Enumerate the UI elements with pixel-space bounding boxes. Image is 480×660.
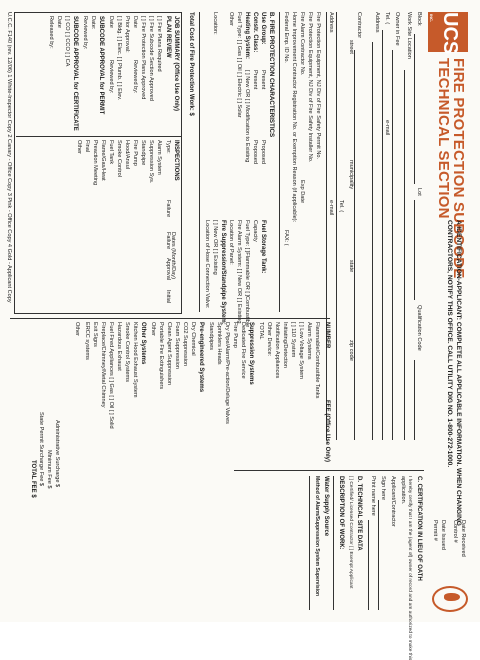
fuel-storage-label: Fuel Storage Tank: bbox=[260, 220, 266, 274]
email-label: e-mail bbox=[384, 120, 390, 136]
system-item: Other bbox=[74, 322, 80, 336]
instruction-line-2: CONTRACTORS, NOTIFY THIS OFFICE. CALL UTILITY DIG NO. 1-800-272-1000. bbox=[446, 220, 453, 468]
use-group-present: Present bbox=[260, 70, 266, 90]
system-item: [ ] 110 System bbox=[290, 322, 296, 358]
state-surcharge: State Permit Surcharge Fee $ bbox=[38, 412, 44, 486]
inspection-type: Smoke Control bbox=[116, 140, 122, 177]
hose-location-label: Location of Hose Connection Valve: bbox=[204, 220, 210, 309]
admin-surcharge: Administrative Surcharge $ bbox=[54, 420, 60, 488]
system-item: Suppression Systems bbox=[248, 322, 254, 385]
other-label: Other bbox=[228, 12, 234, 26]
capacity-label: Capacity bbox=[252, 220, 258, 242]
plan-item: Reviewed by: bbox=[132, 60, 138, 94]
system-item: Fuel Fired Appliances [ ] Gas [ ] Oil [ ] Solid bbox=[108, 322, 114, 429]
system-item: Exit Signs bbox=[92, 322, 98, 347]
system-item: Fireplace/Chimney/Metal Chimney bbox=[100, 322, 106, 408]
inspection-type: Standpipe bbox=[140, 140, 146, 166]
plan-item: Prior Approval: bbox=[124, 16, 130, 53]
email2-label: e-mail bbox=[328, 200, 334, 216]
address-label: Address bbox=[374, 12, 380, 33]
inspections-title: INSPECTIONS bbox=[173, 140, 179, 181]
total-fee: TOTAL FEE $ bbox=[30, 460, 36, 498]
plan-item: Released by: bbox=[48, 16, 54, 49]
state-label: state bbox=[348, 260, 354, 273]
system-item: Notification Appliances bbox=[274, 322, 280, 379]
zip-label: zip code bbox=[348, 340, 354, 361]
system-item: Initiating/Detection bbox=[282, 322, 288, 369]
col-initial: Initial bbox=[165, 290, 171, 304]
system-item: Flammable/Combustible Tanks bbox=[314, 322, 320, 399]
plan-item: SUBCODE APPROVAL for PERMIT bbox=[98, 16, 104, 115]
instruction-line-1: A IDENTIFICATION-APPLICANT: COMPLETE ALL APPLICABLE INFORMATION. WHEN CHANGING bbox=[455, 220, 462, 526]
supervision-label: Method of Alarm/Suppression System Supervision bbox=[314, 476, 320, 597]
date-issued: Date Issued bbox=[440, 520, 446, 550]
system-item: TOTAL bbox=[258, 322, 264, 340]
system-item: Kitchen Hood Exhaust System bbox=[132, 322, 138, 398]
col-approval: Approval bbox=[165, 258, 171, 281]
system-item: Alarm Systems bbox=[306, 322, 312, 360]
work-site-label: Work Site Location bbox=[406, 12, 412, 59]
street-label: street bbox=[348, 40, 354, 54]
fp-permit-label: Fire Protection Equipment, NJ Div of Fire Safety Permit No. bbox=[315, 12, 321, 160]
flame-inner-icon bbox=[444, 593, 460, 601]
inspection-type: Alarm System bbox=[156, 140, 162, 175]
col-type: Type: bbox=[165, 140, 171, 154]
municipality-label: municipality bbox=[348, 160, 354, 190]
minimum-fee: Minimum Fee $ bbox=[46, 450, 52, 489]
tech-site-title: D. TECHNICAL SITE DATA bbox=[356, 476, 362, 551]
system-item: ERCC systems bbox=[84, 322, 90, 360]
address2-label: Address bbox=[328, 12, 334, 33]
date-received: Date Received bbox=[460, 520, 466, 557]
fp-installer-label: Fire Protection Equipment, NJ Div of Fire Safety Installer No. bbox=[307, 12, 313, 163]
plan-item: Reviewed by: bbox=[108, 60, 114, 94]
system-item: [ ] Low Voltage System bbox=[298, 322, 304, 379]
location-label: Location: bbox=[212, 12, 218, 35]
plan-item: Date bbox=[56, 16, 62, 28]
number-header: NUMBER bbox=[324, 322, 330, 349]
fuel-type-label: Fuel Type: [ ]Flammable OR [ ]Combustible bbox=[244, 220, 250, 328]
characteristics-title: B. FIRE PROTECTION CHARACTERISTICS bbox=[268, 12, 275, 138]
plan-item: Date bbox=[108, 16, 114, 28]
inspection-type: Fuel Tank bbox=[108, 140, 114, 165]
tel-label: Tel. ( bbox=[384, 12, 390, 25]
fire-alarm-label: Fire Alarm System: [ ] New OR [ ] Existing bbox=[236, 220, 242, 324]
panel-location-label: Location of Panel: bbox=[228, 220, 234, 265]
system-item: Other Device: bbox=[266, 322, 272, 357]
system-item: Dedicated Fire Service bbox=[240, 322, 246, 379]
owner-label: Owner in Fee bbox=[394, 12, 400, 46]
plan-item: [ ] Fire Subcode Section Approved bbox=[148, 16, 154, 101]
constr-proposed: Proposed bbox=[252, 140, 258, 164]
plan-item: [ ] CO [ ] CCO [ ] CA bbox=[64, 16, 70, 67]
constr-class-label: Constr. Class: bbox=[252, 12, 258, 53]
inspection-type: Suppression Sys. bbox=[148, 140, 154, 184]
form-subtitle: TECHNICAL SECTION bbox=[435, 58, 452, 219]
use-group-proposed: Proposed bbox=[260, 140, 266, 164]
col-failure: Failure bbox=[165, 200, 171, 218]
inspection-type: Hood/Ansul bbox=[124, 140, 130, 169]
hic-label: Home Improvement Contractor Registration No. or Exemption Reason (if applicable): bbox=[291, 12, 297, 223]
control-number: Control # bbox=[452, 520, 458, 543]
fire-suppression-label: Fire Suppression/Standpipe System: bbox=[220, 220, 226, 325]
system-item: Fire Pump bbox=[232, 322, 238, 348]
heating-system-label: Heating System: bbox=[244, 12, 250, 60]
plan-item: Date bbox=[132, 16, 138, 28]
system-item: Hazardous Exhaust bbox=[116, 322, 122, 371]
sign-here-label: Sign here bbox=[380, 476, 386, 500]
plan-item: [ ] Bldg. [ ] Elec. [ ] Plumb. [ ] Elev. bbox=[116, 16, 122, 101]
ucs-logo: UCS INC. bbox=[428, 12, 468, 52]
system-item: Portable Fire Extinguishers bbox=[158, 322, 164, 390]
water-supply-label: Water Supply Source bbox=[323, 476, 329, 537]
inspection-type: Other bbox=[76, 140, 82, 154]
print-name-label: Print name here bbox=[370, 476, 376, 516]
constr-present: Present bbox=[252, 70, 258, 90]
fuel-type2-label: Fuel Type: [ ] Gas [ ] Oil [ ] Electric [ ] Solar bbox=[236, 12, 242, 118]
lot-label: Lot bbox=[416, 188, 422, 196]
col-failure2: Failure bbox=[165, 232, 171, 250]
plan-review-title: PLAN REVIEW bbox=[165, 16, 171, 58]
footer-copies: U.C.C. F140 (rev. 12/06) 1 White-Inspector Copy 2 Canary - Office Copy 3 Pink - Office Copy 4 Gold - Applicant Copy bbox=[6, 12, 12, 303]
form-title: FIRE PROTECTION SUBCODE bbox=[450, 58, 467, 279]
heating-options: [ ] New OR [ ] Modification to Existing bbox=[244, 70, 250, 163]
plan-item: Date: bbox=[90, 16, 96, 30]
system-item: Smoke Control Systems bbox=[124, 322, 130, 382]
alarm-contractor-label: Fire Alarm Contractor No. bbox=[299, 12, 305, 76]
new-existing: [ ] New OR [ ] Existing bbox=[212, 220, 218, 275]
use-group-label: Use Group: bbox=[260, 12, 266, 45]
fee-header: FEE (Office Use Only) bbox=[324, 400, 330, 463]
plan-item: Reviewed by: bbox=[82, 16, 88, 50]
certification-text: I hereby certify that I am the (agent of) owner of record and am authorized to make this bbox=[407, 476, 412, 660]
system-item: Clean Agent Suppression bbox=[166, 322, 172, 386]
certification-text-2: application. bbox=[400, 476, 406, 505]
fein-label: Federal Emp. ID No. bbox=[283, 12, 289, 63]
total-cost-label: Total Cost of Fire Protection Work: $ bbox=[188, 12, 194, 116]
col-dates: Dates (Month/Day) bbox=[170, 232, 176, 279]
exp-date-label: Exp Date bbox=[299, 180, 305, 204]
system-item: Sprinklers Heads bbox=[216, 322, 222, 365]
inspection-type: Preaction Meeting bbox=[92, 140, 98, 186]
description-label: DESCRIPTION OF WORK: bbox=[338, 476, 344, 550]
contractor-label: Contractor bbox=[356, 12, 362, 39]
job-summary-title: JOB SUMMARY (Office Use Only) bbox=[173, 16, 179, 112]
plan-item: [ ] Fire Plans Required bbox=[156, 16, 162, 72]
system-item: Dry Chemical bbox=[190, 322, 196, 356]
system-item: Standpipes bbox=[208, 322, 214, 350]
system-item: Foam Suppression bbox=[174, 322, 180, 369]
qual-code-label: Qualification Code bbox=[416, 305, 422, 351]
permit-number: Permit # bbox=[432, 520, 438, 541]
applicant-label: Applicant/Contractor bbox=[390, 476, 396, 527]
licensed-options: [ ] Certified/ Licensed Contractor [ ] Exempt Applicant bbox=[348, 476, 353, 589]
system-item: CO2 Suppression bbox=[182, 322, 188, 367]
plan-item: [ ] Fire Protection Plans Approved bbox=[140, 16, 146, 100]
plan-item: SUBCODE APPROVAL for CERTIFICATE bbox=[72, 16, 78, 131]
inspection-type: Flame/Gas/Heat bbox=[100, 140, 106, 181]
system-item: Other bbox=[150, 322, 156, 336]
system-item: Dry Pipe/Alarm/Pre-action/Deluge Valves bbox=[224, 322, 230, 424]
block-label: Block bbox=[416, 12, 422, 26]
fax-label: FAX: ( bbox=[283, 230, 289, 246]
certification-title: C. CERTIFICATION IN LIEU OF OATH bbox=[416, 476, 422, 581]
system-item: Other Systems bbox=[140, 322, 146, 365]
inspection-type: Final bbox=[84, 140, 90, 153]
system-item: Pre-engineered Systems bbox=[198, 322, 204, 393]
inspection-type: Fire Pump bbox=[132, 140, 138, 166]
tel2-label: Tel. ( bbox=[338, 200, 344, 213]
